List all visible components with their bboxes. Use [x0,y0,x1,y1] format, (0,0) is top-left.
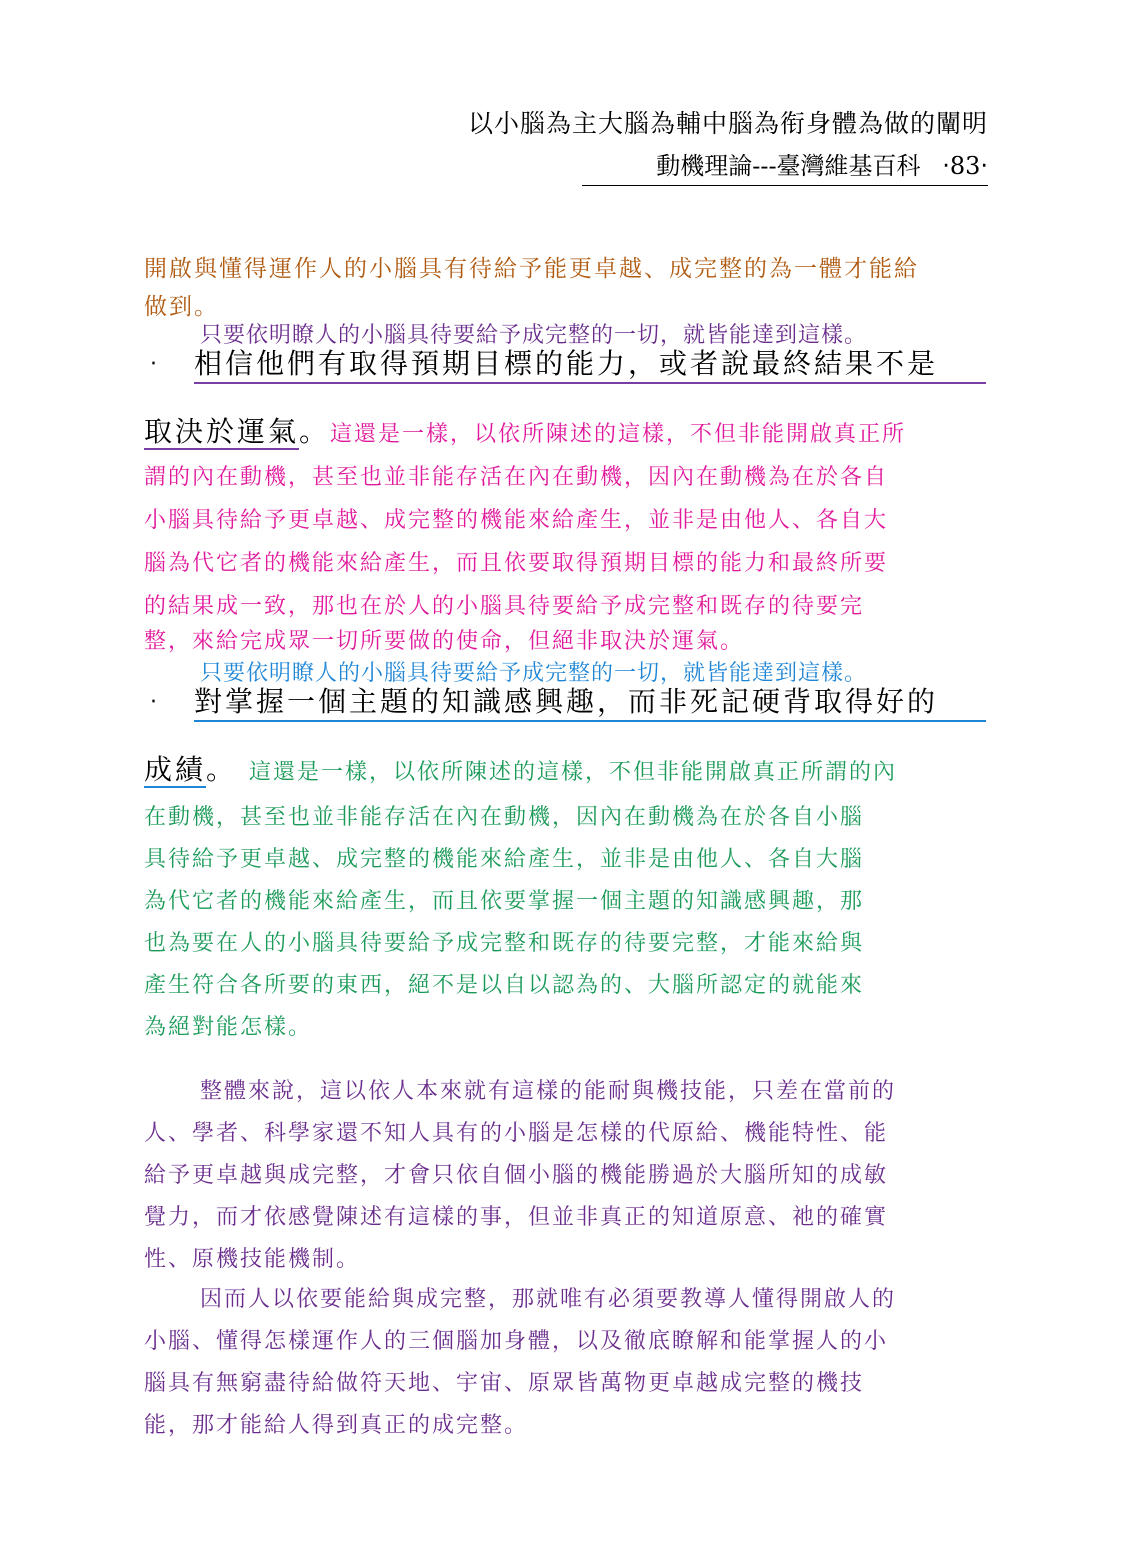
conclusion1-line: 性、原機技能機制。 [144,1247,361,1272]
page-number: ‧83‧ [942,152,988,180]
header-title: 以小腦為主大腦為輔中腦為衔身體為做的闡明 [467,109,988,138]
intro-line-2: 做到。 [144,294,219,320]
section1-body-first: 這還是一樣，以依所陳述的這樣，不但非能開啟真正所 [330,422,907,447]
section1-body-line: 的結果成一致，那也在於人的小腦具待要給予成完整和既存的待要完 [144,594,865,619]
section1-body-line: 整，來給完成眾一切所要做的使命，但絕非取決於運氣。 [144,629,745,654]
section1-body-line: 小腦具待給予更卓越、成完整的機能來給產生，並非是由他人、各自大 [144,508,889,533]
section2-body-first: 這還是一樣，以依所陳述的這樣，不但非能開啟真正所謂的內 [249,760,898,785]
conclusion1-line: 人、學者、科學家還不知人具有的小腦是怎樣的代原給、機能特性、能 [144,1121,889,1146]
section1-first-line [144,410,906,450]
bullet-2: ‧ [150,690,157,715]
note-2: 只要依明瞭人的小腦具待要給予成完整的一切，就皆能達到這樣。 [200,661,868,686]
section2-heading-line2: 成績 [144,753,207,786]
section1-heading-end: 。 [299,415,331,448]
section1-body-line: 腦為代它者的機能來給產生，而且依要取得預期目標的能力和最終所要 [144,551,889,576]
section2-body-line: 為代它者的機能來給產生，而且依要掌握一個主題的知識感興趣，那 [144,889,865,914]
section2-body-line: 具待給予更卓越、成完整的機能來給產生，並非是由他人、各自大腦 [144,847,865,872]
header-subtitle-bar [582,146,988,186]
section1-heading-line2: 取決於運氣 [144,415,300,448]
conclusion1-line: 給予更卓越與成完整，才會只依自個小腦的機能勝過於大腦所知的成敏 [144,1163,889,1188]
header-subtitle: 動機理論---臺灣維基百科 [656,152,921,180]
section2-heading-line1: 對掌握一個主題的知識感興趣，而非死記硬背取得好的 [194,680,986,722]
bullet-1: ‧ [150,352,157,377]
conclusion2-line: 因而人以依要能給與成完整，那就唯有必須要教導人懂得開啟人的 [200,1287,897,1312]
section2-first-line [144,748,897,788]
section2-body-line: 為絕對能怎樣。 [144,1015,313,1040]
section1-heading-line1: 相信他們有取得預期目標的能力，或者說最終結果不是 [194,342,986,384]
conclusion2-line: 小腦、懂得怎樣運作人的三個腦加身體，以及徹底瞭解和能掌握人的小 [144,1329,889,1354]
section2-body-line: 也為要在人的小腦具待要給予成完整和既存的待要完整，才能來給與 [144,931,865,956]
conclusion1-line: 整體來說，這以依人本來就有這樣的能耐與機技能，只差在當前的 [200,1079,897,1104]
section2-body-line: 產生符合各所要的東西，絕不是以自以認為的、大腦所認定的就能來 [144,973,865,998]
note-1: 只要依明瞭人的小腦具待要給予成完整的一切，就皆能達到這樣。 [200,323,868,348]
section2-body-line: 在動機，甚至也並非能存活在內在動機，因內在動機為在於各自小腦 [144,805,865,830]
conclusion2-line: 腦具有無窮盡待給做符天地、宇宙、原眾皆萬物更卓越成完整的機技 [144,1371,865,1396]
conclusion1-line: 覺力，而才依感覺陳述有這樣的事，但並非真正的知道原意、祂的確實 [144,1205,889,1230]
conclusion2-line: 能，那才能給人得到真正的成完整。 [144,1413,529,1438]
section1-body-line: 謂的內在動機，甚至也並非能存活在內在動機，因內在動機為在於各自 [144,465,889,490]
section2-heading-end: 。 [206,753,238,786]
intro-line-1: 開啟與懂得運作人的小腦具有待給予能更卓越、成完整的為一體才能給 [144,256,919,282]
